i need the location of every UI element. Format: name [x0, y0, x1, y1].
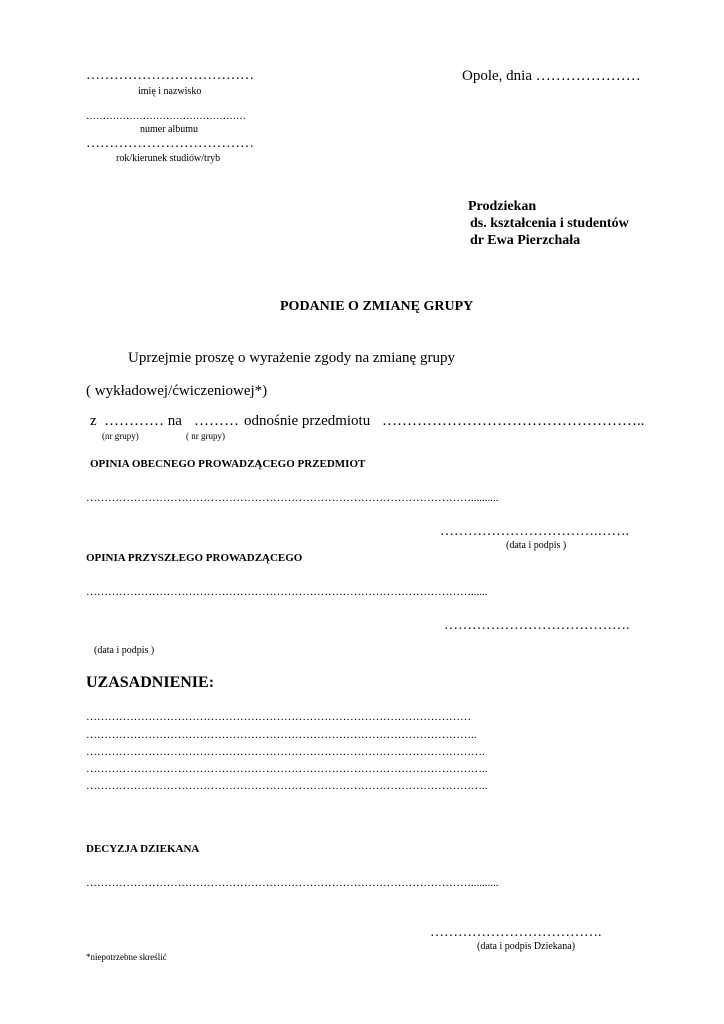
opinion-current-line: ……………………………………………………………………………………………..........	[86, 492, 499, 504]
opinion-future-line: ……………………………………………………………………………………………......	[86, 586, 488, 598]
justification-line: ……………………………………………………………………………………………..	[86, 729, 477, 741]
album-label: numer albumu	[140, 124, 199, 135]
subject-label: odnośnie przedmiotu	[244, 413, 371, 429]
request-text: Uprzejmie proszę o wyrażenie zgody na zmianę grupy	[128, 350, 455, 366]
document-title: PODANIE O ZMIANĘ GRUPY	[280, 299, 474, 314]
opinion-future-signature-label: (data i podpis )	[94, 645, 155, 656]
to-group-field: ………	[194, 413, 239, 429]
opinion-current-heading: OPINIA OBECNEGO PROWADZĄCEGO PRZEDMIOT	[90, 458, 366, 470]
album-dotted-line: …………………………………………	[86, 111, 246, 122]
decision-signature-line: ……………………………….	[430, 925, 602, 940]
name-dotted-line: ………………………………	[86, 68, 254, 83]
decision-signature-label: (data i podpis Dziekana)	[477, 941, 576, 952]
to-group-label: ( nr grupy)	[186, 431, 225, 441]
addressee-line-3: dr Ewa Pierzchała	[470, 233, 581, 248]
decision-line: ……………………………………………………………………………………………..........	[86, 877, 499, 889]
subject-field: ……………………………………………..	[382, 413, 645, 429]
opinion-current-signature-line: …………………………….…….	[440, 524, 629, 539]
from-group-label: (nr grupy)	[102, 431, 139, 441]
justification-heading: UZASADNIENIE:	[86, 674, 215, 691]
justification-line: ………………………………………………………………………………………………..	[86, 763, 488, 775]
addressee-line-1: Prodziekan	[468, 199, 537, 214]
decision-heading: DECYZJA DZIEKANA	[86, 843, 200, 855]
addressee-line-2: ds. kształcenia i studentów	[470, 216, 629, 231]
footnote: *niepotrzebne skreślić	[86, 952, 167, 962]
study-label: rok/kierunek studiów/tryb	[116, 153, 221, 164]
study-dotted-line: ………………………………	[86, 136, 254, 151]
group-type-text: ( wykładowej/ćwiczeniowej*)	[86, 383, 268, 399]
name-label: imię i nazwisko	[138, 86, 202, 97]
from-prefix: z	[90, 413, 97, 429]
justification-line: ………………………………………………………………………………………………..	[86, 780, 488, 792]
from-group-field: ………… na	[104, 413, 182, 429]
justification-line: ……………………………………………………………………………………………….	[86, 746, 485, 758]
opinion-future-signature-line: ………………………………….	[444, 618, 630, 633]
opinion-future-heading: OPINIA PRZYSZŁEGO PROWADZĄCEGO	[86, 552, 303, 564]
place-date: Opole, dnia …………………	[462, 68, 641, 84]
justification-line: ……………………………………………………………………………………………	[86, 711, 471, 723]
opinion-current-signature-label: (data i podpis )	[506, 540, 567, 551]
